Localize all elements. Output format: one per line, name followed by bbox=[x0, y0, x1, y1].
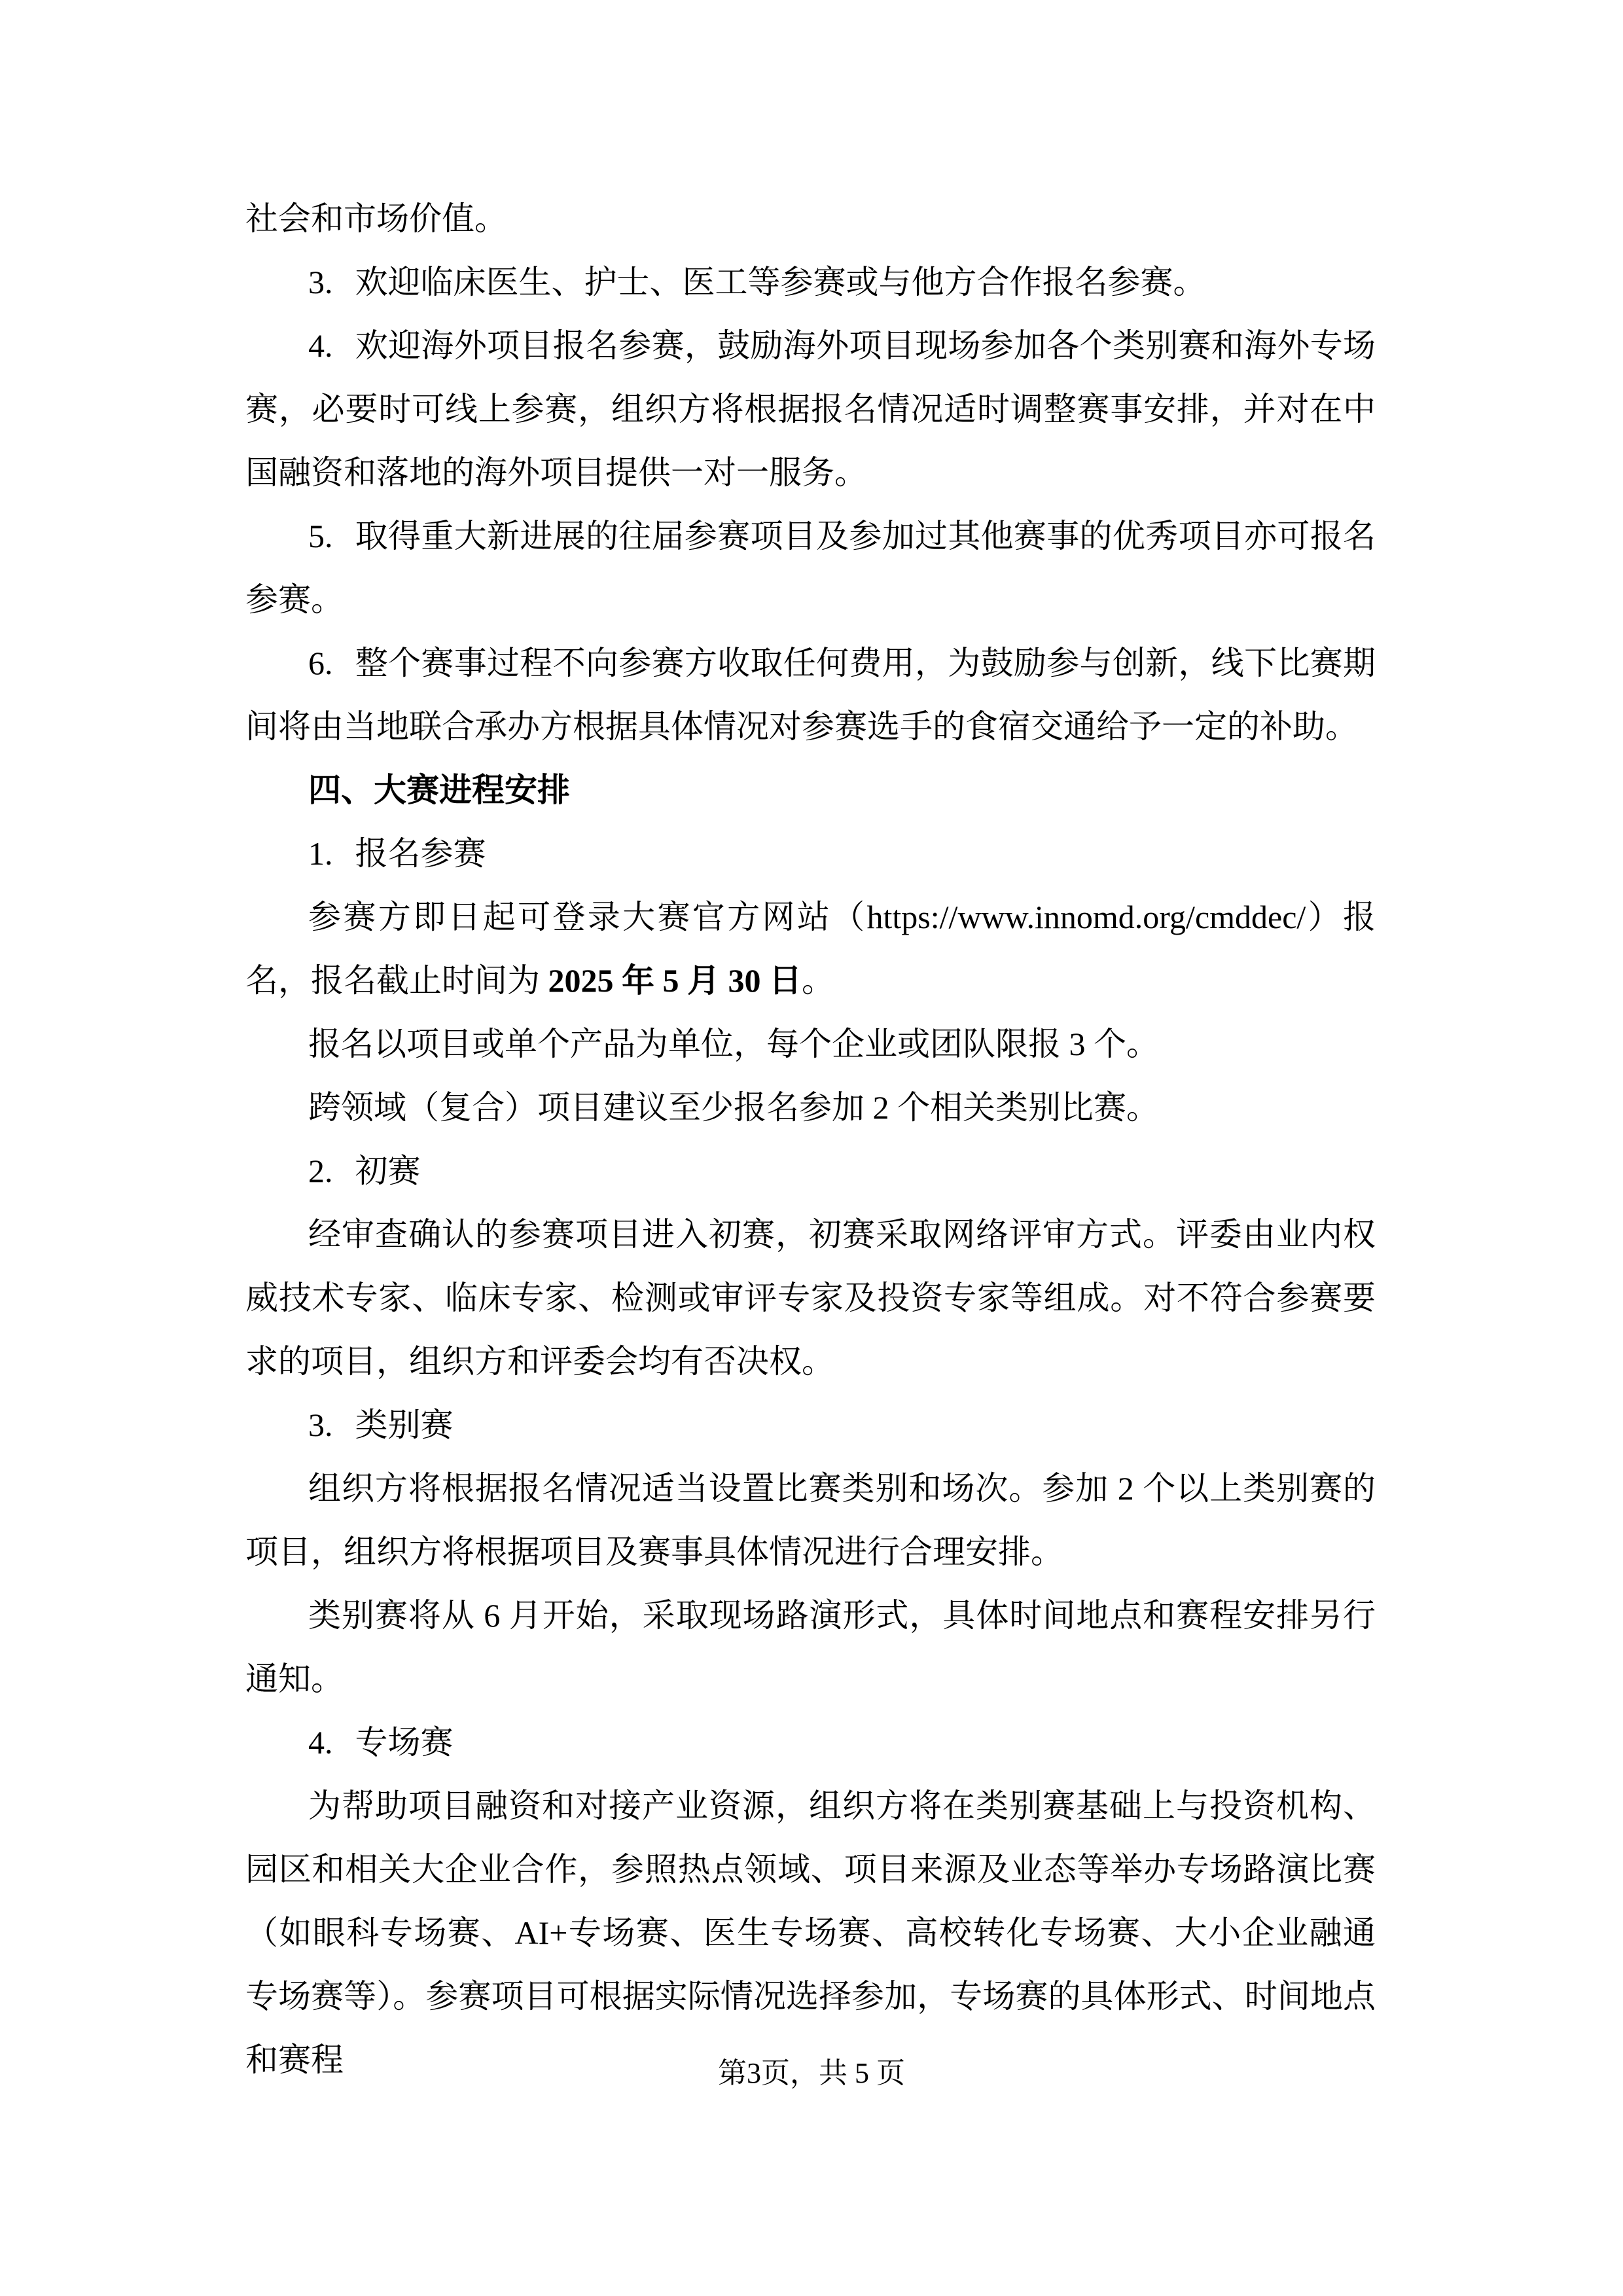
item-number: 6. bbox=[308, 645, 333, 681]
list-item-5-past-projects bbox=[245, 505, 1376, 632]
list-item-4-overseas-projects bbox=[245, 314, 1376, 505]
subsection-1-registration bbox=[245, 822, 1376, 886]
paragraph-registration-website-deadline bbox=[245, 886, 1376, 1013]
item-text: 类别赛 bbox=[355, 1407, 454, 1443]
list-item-6-no-fees bbox=[245, 632, 1376, 759]
item-text: 专场赛 bbox=[355, 1724, 454, 1761]
document-body bbox=[245, 187, 1376, 2092]
paragraph-category-start-june: 类别赛将从 6 月开始，采取现场路演形式，具体时间地点和赛程安排另行通知。 bbox=[245, 1597, 1376, 1697]
registration-deadline-date: 2025 年 5 月 30 日 bbox=[548, 962, 802, 999]
subsection-3-category-round bbox=[245, 1393, 1376, 1457]
paragraph-special-round-detail: 为帮助项目融资和对接产业资源，组织方将在类别赛基础上与投资机构、园区和相关大企业合作，参照热点领域、项目来源及业态等举办专场路演比赛（如眼科专场赛、AI+专场赛、医生专场赛、高校转化专场赛、大小企业融通专场赛等）。参赛项目可根据实际情况选择参加，专场赛的具体形式、时间地点和赛程 bbox=[245, 1787, 1376, 2078]
item-text: 欢迎临床医生、护士、医工等参赛或与他方合作报名参赛。 bbox=[355, 264, 1206, 300]
page-footer-page-number: 第3页，共 5 页 bbox=[718, 2057, 905, 2089]
item-text: 欢迎海外项目报名参赛，鼓励海外项目现场参加各个类别赛和海外专场赛，必要时可线上参赛，组织方将根据报名情况适时调整赛事安排，并对在中国融资和落地的海外项目提供一对一服务。 bbox=[245, 327, 1376, 491]
item-number: 1. bbox=[308, 835, 333, 872]
subsection-2-preliminary bbox=[245, 1139, 1376, 1203]
paragraph-entry-unit-limit: 报名以项目或单个产品为单位，每个企业或团队限报 3 个。 bbox=[308, 1026, 1159, 1062]
paragraph-preliminary-review: 经审查确认的参赛项目进入初赛，初赛采取网络评审方式。评委由业内权威技术专家、临床专家、检测或审评专家及投资专家等组成。对不符合参赛要求的项目，组织方和评委会均有否决权。 bbox=[245, 1216, 1376, 1380]
section-heading-4-schedule: 四、大赛进程安排 bbox=[308, 772, 570, 808]
item-number: 3. bbox=[308, 1407, 333, 1443]
item-text: 报名参赛 bbox=[355, 835, 486, 872]
item-number: 4. bbox=[308, 1724, 333, 1761]
registration-text: 参赛方即日起可登录大赛官方网站（https://www.innomd.org/cmddec/）报名，报名截止时间为 bbox=[245, 899, 1376, 999]
subsection-4-special-round bbox=[245, 1711, 1376, 1774]
paragraph-cross-domain-advice: 跨领域（复合）项目建议至少报名参加 2 个相关类别比赛。 bbox=[308, 1089, 1159, 1126]
item-number: 4. bbox=[308, 327, 333, 364]
list-item-3-welcome-clinicians bbox=[245, 251, 1376, 314]
sentence-end: 。 bbox=[802, 962, 834, 999]
item-number: 2. bbox=[308, 1153, 333, 1189]
item-text: 整个赛事过程不向参赛方收取任何费用，为鼓励参与创新，线下比赛期间将由当地联合承办方根据具体情况对参赛选手的食宿交通给予一定的补助。 bbox=[245, 645, 1376, 745]
paragraph-category-setup: 组织方将根据报名情况适当设置比赛类别和场次。参加 2 个以上类别赛的项目，组织方将根据项目及赛事具体情况进行合理安排。 bbox=[245, 1470, 1376, 1570]
paragraph-continuation: 社会和市场价值。 bbox=[245, 200, 507, 237]
item-text: 取得重大新进展的往届参赛项目及参加过其他赛事的优秀项目亦可报名参赛。 bbox=[245, 518, 1376, 618]
item-number: 5. bbox=[308, 518, 333, 554]
item-number: 3. bbox=[308, 264, 333, 300]
item-text: 初赛 bbox=[355, 1153, 421, 1189]
